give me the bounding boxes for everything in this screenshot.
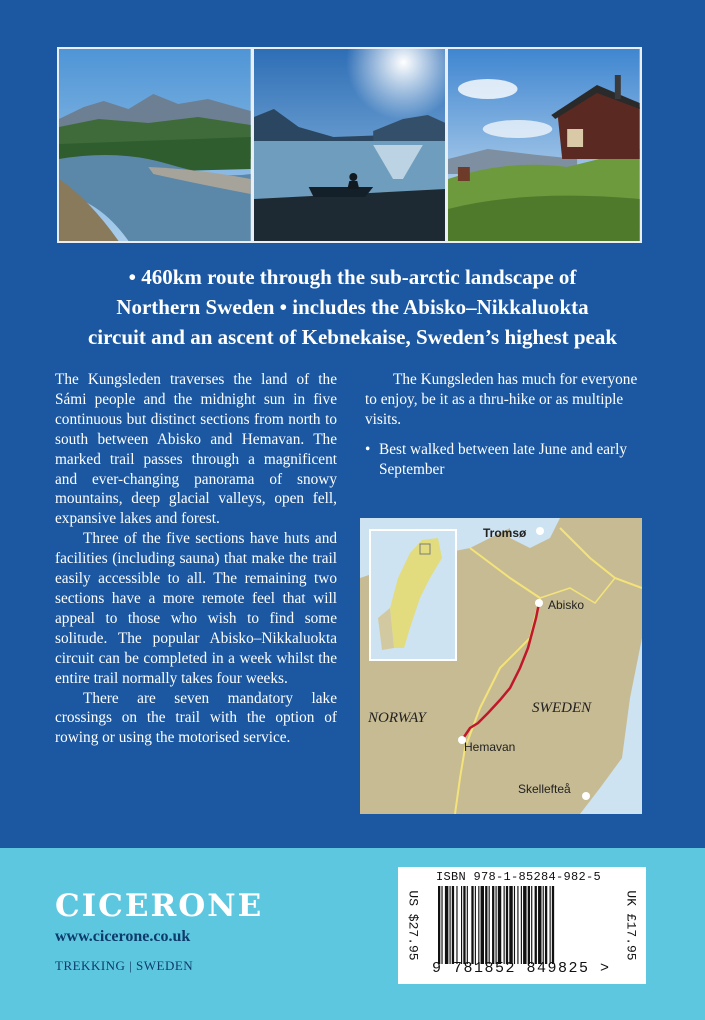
barcode-bar: [550, 886, 551, 964]
isbn-text: ISBN 978-1-85284-982-5: [436, 870, 602, 884]
barcode-bar: [506, 886, 508, 964]
photo-mountain-hut: [448, 49, 640, 241]
description-right-column: [365, 370, 645, 480]
barcode-bar: [467, 886, 468, 964]
barcode-bar: [485, 886, 487, 964]
label-hemavan: Hemavan: [464, 740, 516, 754]
label-norway: NORWAY: [368, 710, 426, 726]
barcode-bars: [436, 886, 614, 964]
barcode-bar: [441, 886, 442, 964]
label-abisko: Abisko: [548, 598, 585, 612]
tagline-line-1: • 460km route through the sub-arctic landscape of: [128, 265, 577, 289]
tagline-line-3: circuit and an ascent of Kebnekaise, Sweden’s highest peak: [87, 325, 618, 349]
barcode-bar: [543, 886, 544, 964]
barcode-bar: [514, 886, 515, 964]
barcode-bar: [496, 886, 497, 964]
publisher-url: www.cicerone.co.uk: [55, 928, 191, 945]
barcode-bar: [535, 886, 537, 964]
description-paragraph-1: The Kungsleden traverses the land of the Sámi people and the midnight sun in five continuous but distinct sections from north to south between Abisko and Hemavan. The marked trail passes through a magnificent and ever-changing panorama of snowy mountains, deep glacial valleys, open fell, expansive lakes and forest.: [55, 371, 337, 528]
season-bullet: [365, 440, 645, 480]
barcode-bar: [531, 886, 532, 964]
route-map: [360, 518, 642, 814]
barcode-bar: [450, 886, 451, 964]
barcode-bar: [504, 886, 505, 964]
price-uk-text: UK £17.95: [623, 890, 639, 961]
season-bullet-text: Best walked between late June and early September: [379, 440, 628, 478]
price-us: [398, 867, 428, 984]
photo-strip: [57, 47, 642, 243]
ean-number: 9 781852 849825 >: [432, 960, 611, 977]
right-paragraph: The Kungsleden has much for everyone to enjoy, be it as a thru-hike or as multiple visits.: [365, 371, 638, 428]
label-skelleftea: Skellefteå: [518, 782, 571, 796]
barcode-bar: [538, 886, 541, 964]
description-left-column: [55, 370, 337, 748]
barcode-bar: [478, 886, 479, 964]
bullet-dot-icon: •: [365, 440, 371, 458]
barcode-bar: [452, 886, 454, 964]
barcode-bar: [463, 886, 465, 964]
label-tromso: Tromsø: [483, 526, 527, 540]
label-sweden: SWEDEN: [532, 700, 592, 716]
barcode-bar: [481, 886, 484, 964]
barcode-bar: [438, 886, 440, 964]
barcode-bar: [456, 886, 457, 964]
barcode-bar: [552, 886, 554, 964]
tagline-line-2: Northern Sweden • includes the Abisko–Nikkaluokta: [116, 295, 589, 319]
description-paragraph-2: Three of the five sections have huts and facilities (including sauna) that make the trail easily accessible to all. The remaining two sections have a more remote feel that will appeal to those who wish to find some solitude. The popular Abisko–Nikkaluokta circuit can be completed in a week whilst the entire trail normally takes four weeks.: [55, 530, 337, 687]
barcode-bar: [471, 886, 473, 964]
barcode-bar: [475, 886, 476, 964]
price-uk: [616, 867, 646, 984]
barcode-bar: [528, 886, 530, 964]
photo-river-valley: [59, 49, 251, 241]
barcode-bar: [445, 886, 448, 964]
tagline: [40, 262, 665, 352]
barcode-bar: [545, 886, 547, 964]
description-paragraph-3: There are seven mandatory lake crossings on the trail with the option of rowing or using the motorised service.: [55, 689, 337, 747]
barcode-bar: [461, 886, 462, 964]
barcode-bar: [492, 886, 494, 964]
photo-lake-boat: [254, 49, 446, 241]
book-category: TREKKING | SWEDEN: [55, 958, 194, 973]
barcode-bar: [509, 886, 512, 964]
barcode-bar: [489, 886, 490, 964]
cicerone-logo: CICERONE: [55, 888, 264, 924]
barcode-bar: [521, 886, 522, 964]
barcode-bar: [498, 886, 501, 964]
price-us-text: US $27.95: [405, 890, 421, 961]
barcode-bar: [523, 886, 526, 964]
barcode-bar: [517, 886, 518, 964]
